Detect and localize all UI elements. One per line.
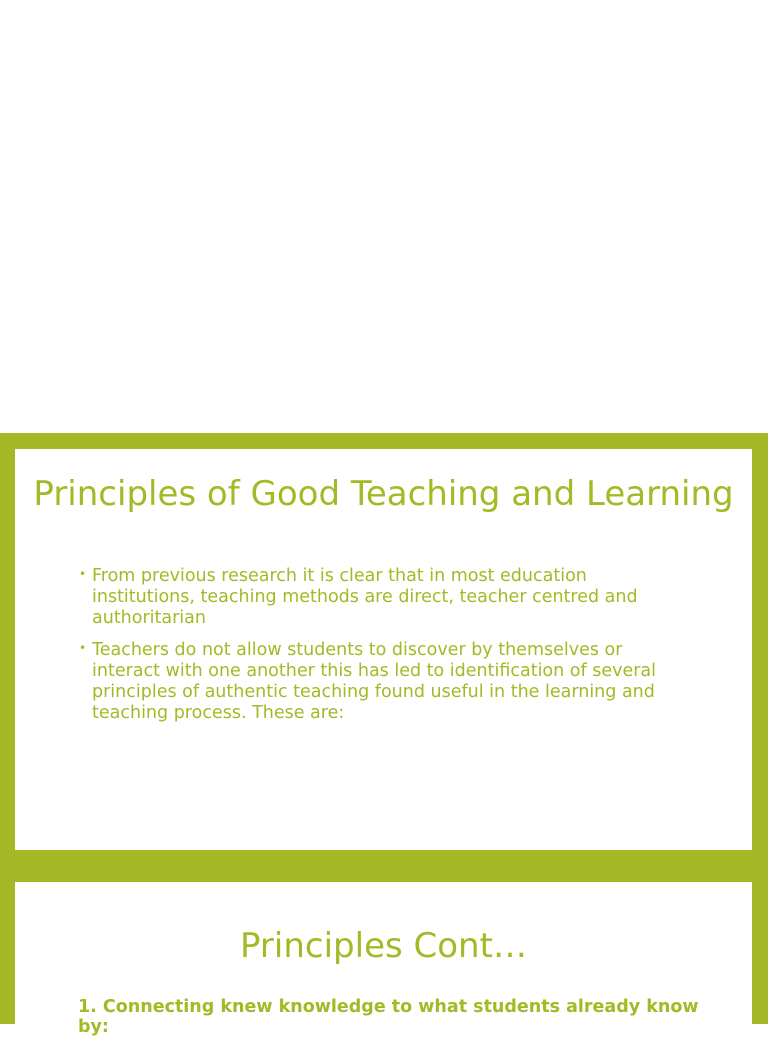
- blank-top-area: [0, 0, 768, 433]
- bullet-icon: •: [79, 567, 87, 581]
- list-item: [79, 640, 689, 724]
- bullet-text: From previous research it is clear that in most education institutions, teaching methods are direct, teacher centred and authoritarian: [92, 566, 638, 628]
- slide-principles: [15, 449, 752, 850]
- slide-title: Principles of Good Teaching and Learning: [33, 474, 734, 514]
- numbered-item: 1. Connecting knew knowledge to what students already know by:: [78, 997, 699, 1037]
- bullet-list: [79, 566, 689, 735]
- bullet-text: Teachers do not allow students to discover by themselves or interact with one another this has led to identification of several principles of authentic teaching found useful in the learning and teaching process. These are:: [92, 640, 657, 723]
- bullet-icon: •: [79, 641, 87, 655]
- list-item: [79, 566, 689, 629]
- slide-principles-cont: [15, 882, 752, 1042]
- slide-title: Principles Cont…: [240, 926, 527, 966]
